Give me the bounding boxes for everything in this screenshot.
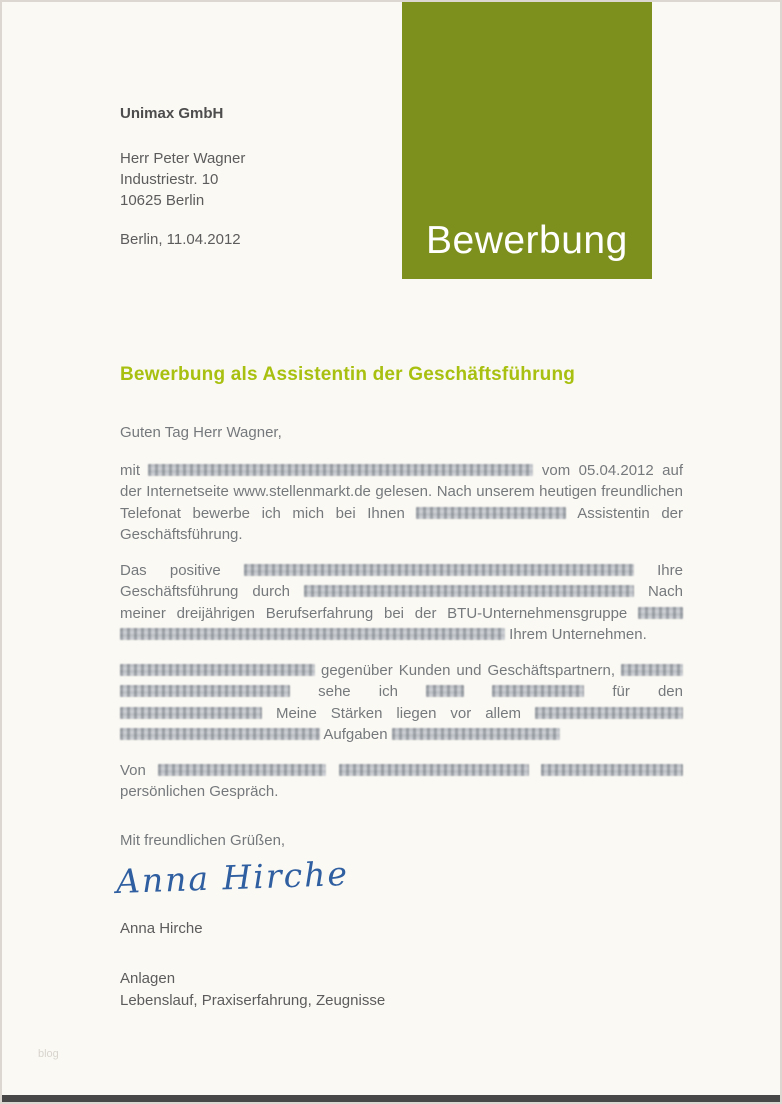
recipient-line: 10625 Berlin — [120, 192, 205, 209]
watermark: blog — [38, 1048, 59, 1060]
redacted-text — [416, 507, 566, 519]
redacted-text — [304, 585, 634, 597]
redacted-text — [492, 685, 584, 697]
redacted-text — [541, 764, 683, 776]
subject-heading: Bewerbung als Assistentin der Geschäftsführung — [120, 364, 576, 385]
company-name: Unimax GmbH — [120, 105, 224, 122]
body-paragraph: Von persönlichen Gespräch. — [120, 760, 683, 803]
enclosures-list: Lebenslauf, Praxiserfahrung, Zeugnisse — [120, 992, 386, 1009]
body-paragraph: Das positive Ihre Geschäftsführung durch Nach meiner dreijährigen Berufserfahrung bei der BTU-Unternehmensgruppe Ihrem Unternehmen. — [120, 561, 683, 643]
signer-name: Anna Hirche — [120, 920, 203, 937]
redacted-text — [120, 707, 262, 719]
redacted-text — [339, 764, 529, 776]
handwritten-signature: Anna Hirche — [115, 853, 350, 902]
redacted-text — [120, 664, 315, 676]
body-paragraphs — [120, 460, 683, 803]
recipient-line: Industriestr. 10 — [120, 171, 219, 188]
bottom-bar — [2, 1095, 780, 1102]
recipient-line: Herr Peter Wagner — [120, 150, 246, 167]
redacted-text — [120, 728, 320, 740]
body-paragraph: mit vom 05.04.2012 auf der Internetseite www.stellenmarkt.de gelesen. Nach unserem heutigen freundlichen Telefonat bewerbe ich mich bei Ihnen Assistentin der Geschäftsführung. — [120, 461, 683, 543]
redacted-text — [148, 464, 533, 476]
green-banner — [402, 2, 652, 279]
enclosures-label: Anlagen — [120, 970, 176, 987]
redacted-text — [426, 685, 464, 697]
letter-body — [120, 422, 683, 817]
recipient-address — [120, 148, 245, 211]
redacted-text — [535, 707, 683, 719]
redacted-text — [638, 607, 683, 619]
banner-title: Bewerbung — [426, 219, 628, 262]
redacted-text — [392, 728, 560, 740]
redacted-text — [120, 628, 505, 640]
date-line: Berlin, 11.04.2012 — [120, 231, 241, 248]
body-paragraph: gegenüber Kunden und Geschäftspartnern, sehe ich für den Meine Stärken liegen vor allem Aufgaben — [120, 660, 683, 746]
redacted-text — [158, 764, 326, 776]
salutation: Guten Tag Herr Wagner, — [120, 424, 282, 441]
redacted-text — [120, 685, 290, 697]
closing-line: Mit freundlichen Grüßen, — [120, 832, 286, 849]
redacted-text — [244, 564, 634, 576]
redacted-text — [621, 664, 683, 676]
enclosures-block — [120, 968, 385, 1012]
